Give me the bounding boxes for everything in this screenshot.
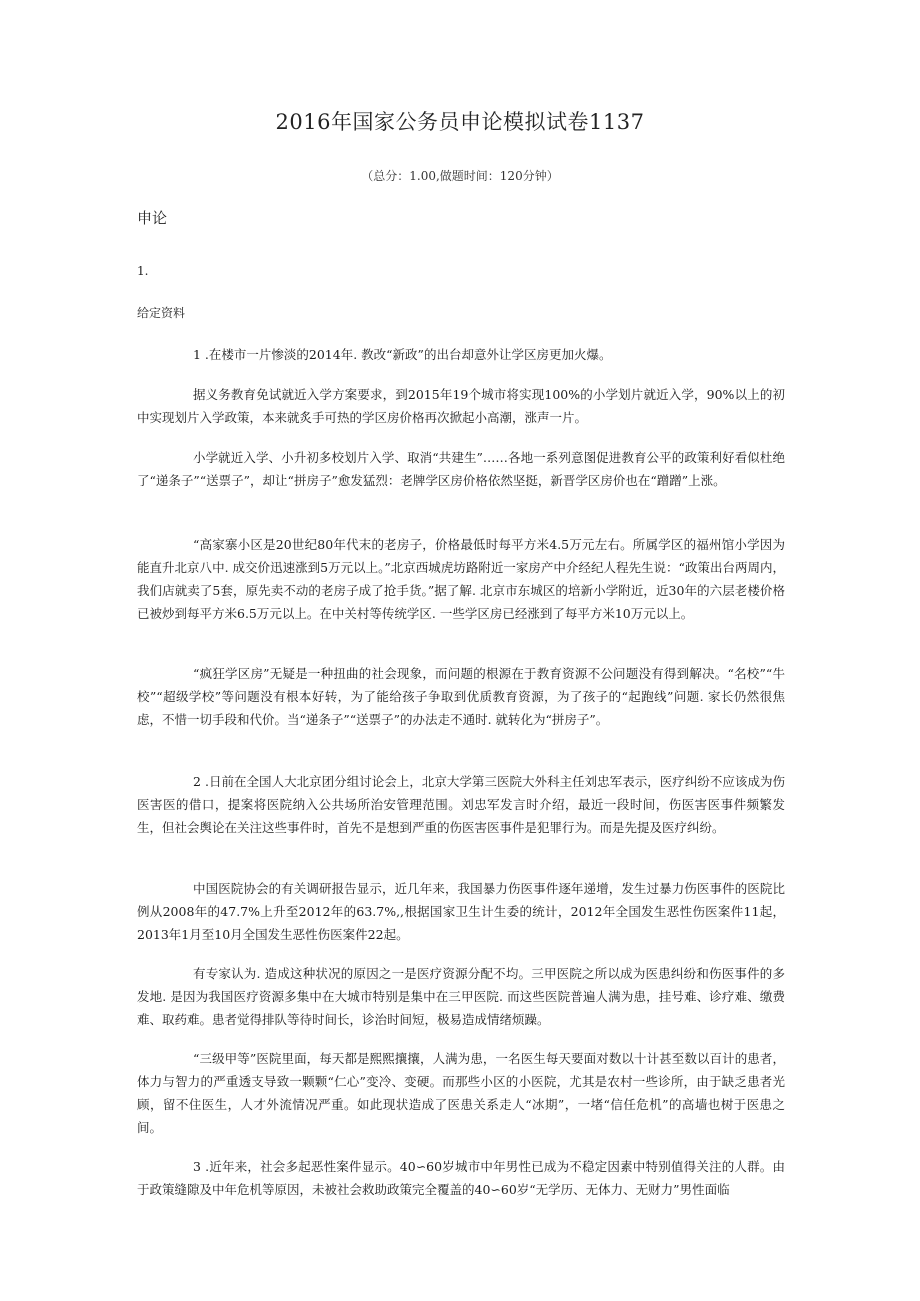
paragraph-5: “疯狂学区房”无疑是一种扭曲的社会现象，而问题的根源在于教育资源不公问题没有得到解决。“名校”“牛校”“超级学校”等问题没有根本好转，为了能给孩子争取到优质教育资源，为了孩子的“起跑线”问题. 家长仍然很焦虑，不惜一切手段和代价。当“递条子”“送票子”的办法走不通时. 就转化为“拼房子”。 [137,666,785,727]
paragraph-7: 中国医院协会的有关调研报告显示，近几年来，我国暴力伤医事件逐年递增，发生过暴力伤医事件的医院比例从2008年的47.7%上升至2012年的63.7%,,根据国家卫生计生委的统计，2012年全国发生恶性伤医案件11起，2013年1月至10月全国发生恶性伤医案件22起。 [137,881,785,942]
document-subtitle: （总分：1.00,做题时间：120分钟） [361,169,559,183]
paragraph-1: 1 .在楼市一片惨淡的2014年. 教改“新政”的出台却意外让学区房更加火爆。 [193,347,612,362]
section-heading: 申论 [137,209,168,227]
document-title: 2016年国家公务员申论模拟试卷1137 [275,110,645,134]
paragraph-8: 有专家认为. 造成这种状况的原因之一是医疗资源分配不均。三甲医院之所以成为医患纠纷和伤医事件的多发地. 是因为我国医疗资源多集中在大城市特别是集中在三甲医院. 而这些医院普遍人满为患，挂号难、诊疗难、缴费难、取药难。患者觉得排队等待时间长，诊治时间短，极易造成情绪烦躁。 [137,966,785,1027]
question-number: 1. [137,264,149,278]
paragraph-2: 据义务教育免试就近入学方案要求，到2015年19个城市将实现100%的小学划片就近入学，90%以上的初中实现划片入学政策，本来就炙手可热的学区房价格再次掀起小高潮，涨声一片。 [137,387,785,425]
paragraph-10: 3 .近年来，社会多起恶性案件显示。40∽60岁城市中年男性已成为不稳定因素中特别值得关注的人群。由于政策缝隙及中年危机等原因，未被社会救助政策完全覆盖的40∽60岁“无学历、无体力、无财力”男性面临 [137,1159,785,1197]
paragraph-6: 2 .日前在全国人大北京团分组讨论会上，北京大学第三医院大外科主任刘忠军表示，医疗纠纷不应该成为伤医害医的借口，提案将医院纳入公共场所治安管理范围。刘忠军发言时介绍，最近一段时间，伤医害医事件频繁发生，但社会舆论在关注这些事件时，首先不是想到严重的伤医害医事件是犯罪行为。而是先提及医疗纠纷。 [137,774,785,835]
paragraph-3: 小学就近入学、小升初多校划片入学、取消“共建生”……各地一系列意图促进教育公平的政策利好看似杜绝了“递条子”“送票子”，却让“拼房子”愈发猛烈：老牌学区房价格依然坚挺，新晋学区房价也在“蹭蹭”上涨。 [137,450,785,488]
given-materials-label: 给定资料 [137,306,186,320]
paragraph-4: “高家寨小区是20世纪80年代末的老房子，价格最低时每平方米4.5万元左右。所属学区的福州馆小学因为能直升北京八中. 成交价迅速涨到5万元以上。”北京西城虎坊路附近一家房产中介经纪人程先生说：“政策出台两周内，我们店就卖了5套，原先卖不动的老房子成了抢手货。”据了解. 北京市东城区的培新小学附近，近30年的六层老楼价格已被炒到每平方米6.5万元以上。在中关村等传统学区. 一些学区房已经涨到了每平方米10万元以上。 [137,537,785,621]
paragraph-9: “三级甲等”医院里面，每天都是熙熙攘攘，人满为患，一名医生每天要面对数以十计甚至数以百计的患者，体力与智力的严重透支导致一颗颗“仁心”变冷、变硬。而那些小区的小医院，尤其是农村一些诊所，由于缺乏患者光顾，留不住医生，人才外流情况严重。如此现状造成了医患关系走人“冰期”，一堵“信任危机”的高墙也树于医患之间。 [137,1051,785,1135]
